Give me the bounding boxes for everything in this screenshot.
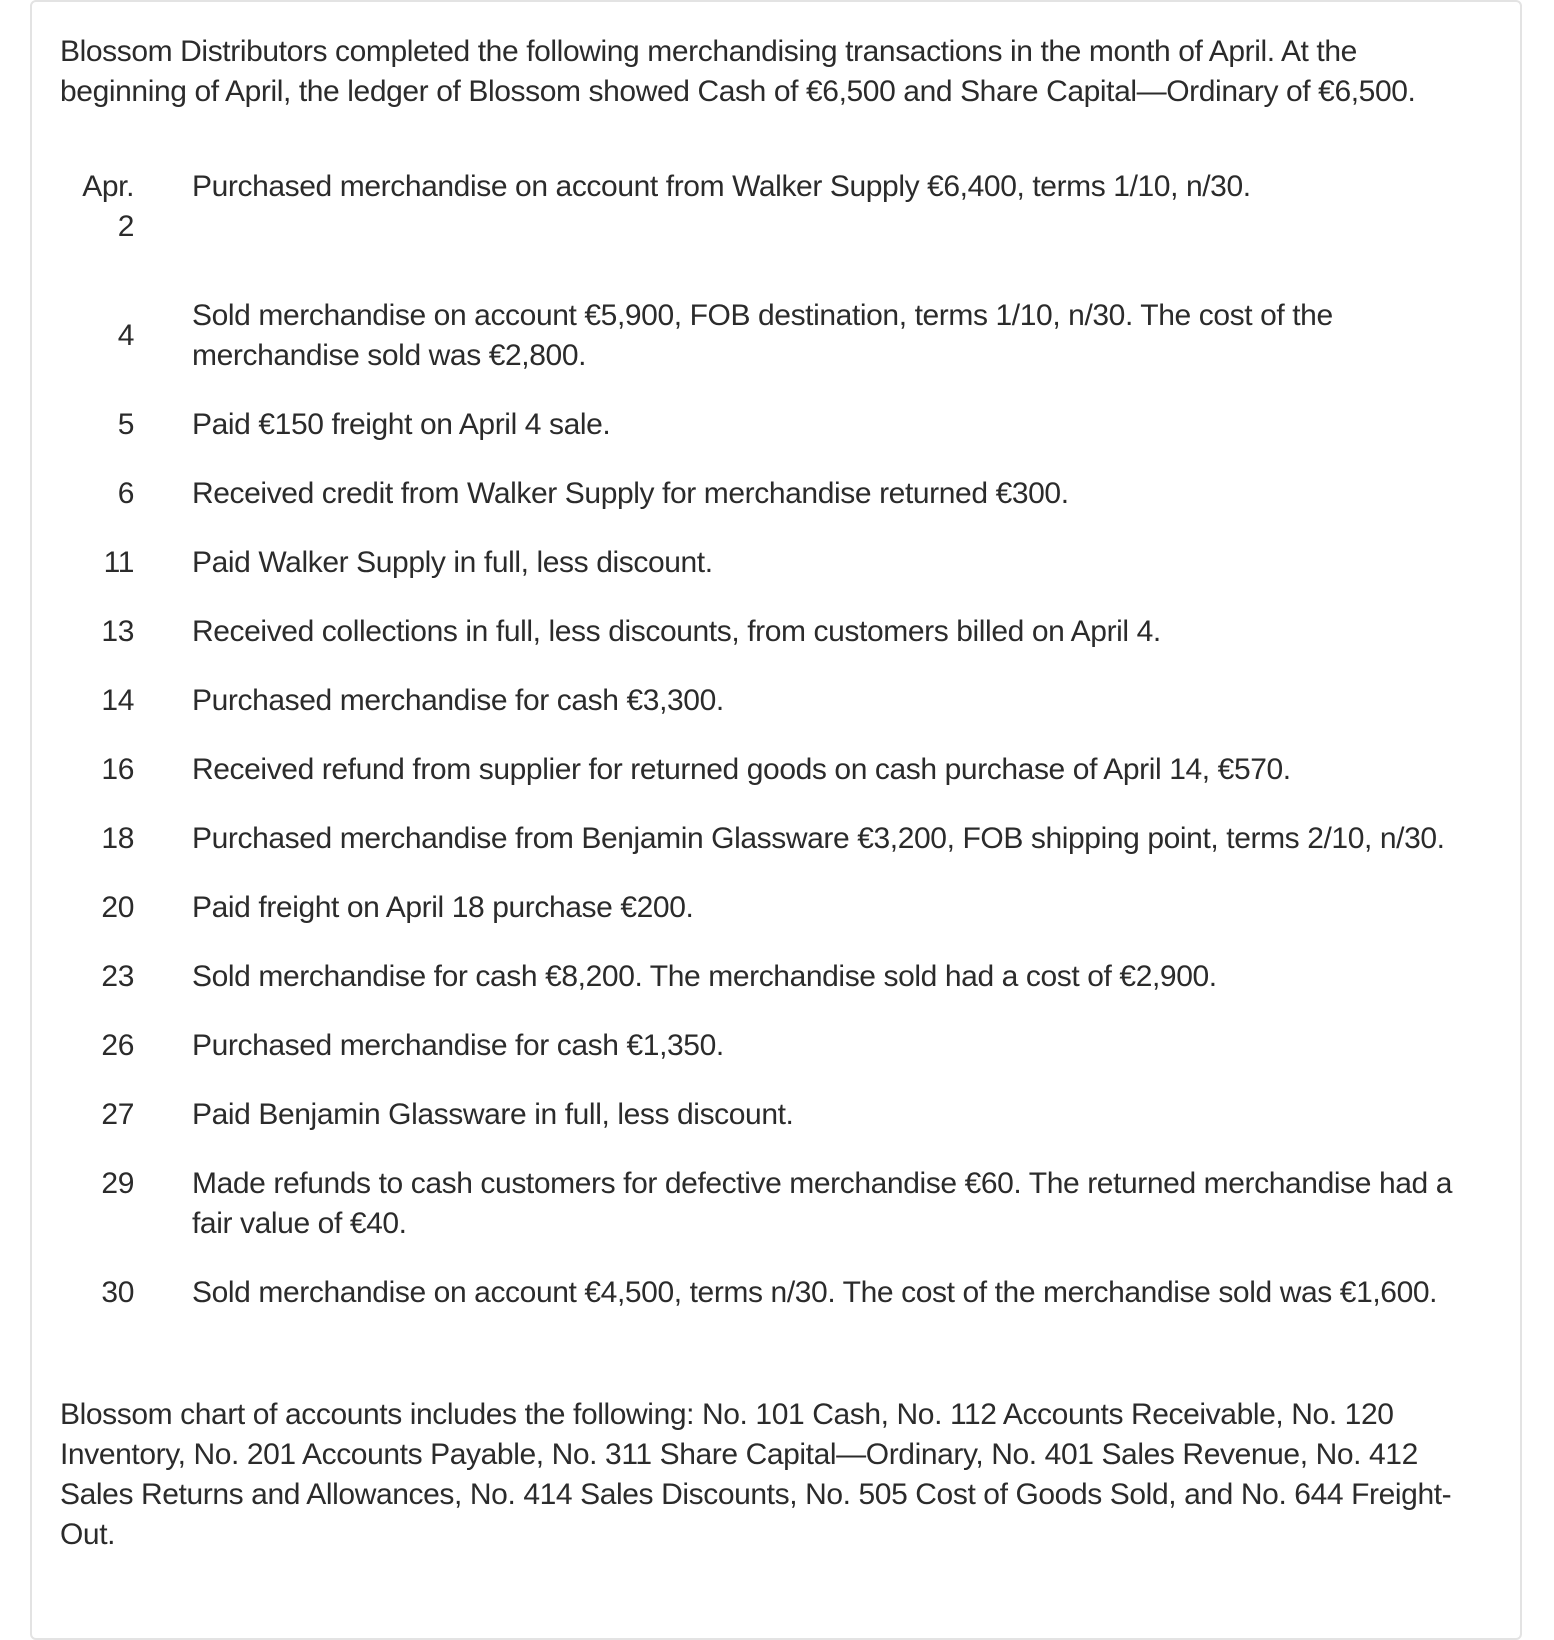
- transaction-date: 27: [101, 1098, 134, 1131]
- transaction-date: 6: [117, 477, 134, 510]
- transaction-description: Received credit from Walker Supply for merchandise returned €300.: [192, 477, 1069, 510]
- transaction-date: 30: [101, 1276, 134, 1309]
- transaction-date: 20: [101, 891, 134, 924]
- intro-paragraph: Blossom Distributors completed the following merchandising transactions in the month of April. At the beginning of April, the ledger of Blossom showed Cash of €6,500 and Share Capital—Ordinary of €6,500.: [60, 35, 1416, 108]
- transaction-description: Purchased merchandise from Benjamin Glassware €3,200, FOB shipping point, terms 2/10, n/30.: [192, 822, 1445, 855]
- transaction-row: [60, 474, 1480, 543]
- transaction-date: 29: [101, 1167, 134, 1200]
- transaction-date: 18: [101, 822, 134, 855]
- transaction-date: 5: [117, 408, 134, 441]
- transaction-row: [60, 1164, 1480, 1273]
- transaction-row: [60, 167, 1480, 296]
- transaction-row: [60, 681, 1480, 750]
- transactions-table: [60, 167, 1480, 1342]
- transaction-date: 14: [101, 684, 134, 717]
- transaction-row: [60, 957, 1480, 1026]
- transaction-row: [60, 888, 1480, 957]
- transaction-description: Paid €150 freight on April 4 sale.: [192, 408, 611, 441]
- transaction-row: [60, 296, 1480, 405]
- transaction-row: [60, 543, 1480, 612]
- transaction-date: 11: [103, 546, 134, 579]
- transaction-date: 13: [101, 615, 134, 648]
- transaction-description: Sold merchandise for cash €8,200. The merchandise sold had a cost of €2,900.: [192, 960, 1217, 993]
- transaction-row: [60, 612, 1480, 681]
- chart-of-accounts-paragraph: Blossom chart of accounts includes the following: No. 101 Cash, No. 112 Accounts Receivable, No. 120 Inventory, No. 201 Accounts Payable, No. 311 Share Capital—Ordinary, No. 401 Sales Revenue, No. 412 Sales Returns and Allowances, No. 414 Sales Discounts, No. 505 Cost of Goods Sold, and No. 644 Freight-Out.: [60, 1398, 1452, 1551]
- transaction-description: Received collections in full, less discounts, from customers billed on April 4.: [192, 615, 1161, 648]
- transaction-row: [60, 405, 1480, 474]
- transaction-description: Made refunds to cash customers for defective merchandise €60. The returned merchandise had a fair value of €40.: [192, 1167, 1453, 1240]
- transaction-date: 26: [101, 1029, 134, 1062]
- transaction-description: Received refund from supplier for returned goods on cash purchase of April 14, €570.: [192, 753, 1291, 786]
- transaction-date: Apr. 2: [82, 170, 134, 243]
- transaction-description: Purchased merchandise for cash €3,300.: [192, 684, 724, 717]
- transaction-description: Paid Benjamin Glassware in full, less discount.: [192, 1098, 794, 1131]
- transaction-description: Purchased merchandise on account from Walker Supply €6,400, terms 1/10, n/30.: [192, 170, 1251, 203]
- problem-card: [30, 0, 1522, 1640]
- transaction-date: 16: [101, 753, 134, 786]
- transaction-row: [60, 750, 1480, 819]
- transaction-description: Paid Walker Supply in full, less discount.: [192, 546, 713, 579]
- transaction-date: 23: [101, 960, 134, 993]
- transaction-row: [60, 1095, 1480, 1164]
- transaction-row: [60, 1273, 1480, 1342]
- transaction-row: [60, 1026, 1480, 1095]
- transaction-description: Sold merchandise on account €4,500, terms n/30. The cost of the merchandise sold was €1,600.: [192, 1276, 1438, 1309]
- transaction-description: Sold merchandise on account €5,900, FOB destination, terms 1/10, n/30. The cost of the merchandise sold was €2,800.: [192, 299, 1333, 372]
- transaction-date: 4: [117, 319, 134, 352]
- transaction-description: Purchased merchandise for cash €1,350.: [192, 1029, 724, 1062]
- transaction-description: Paid freight on April 18 purchase €200.: [192, 891, 694, 924]
- transaction-row: [60, 819, 1480, 888]
